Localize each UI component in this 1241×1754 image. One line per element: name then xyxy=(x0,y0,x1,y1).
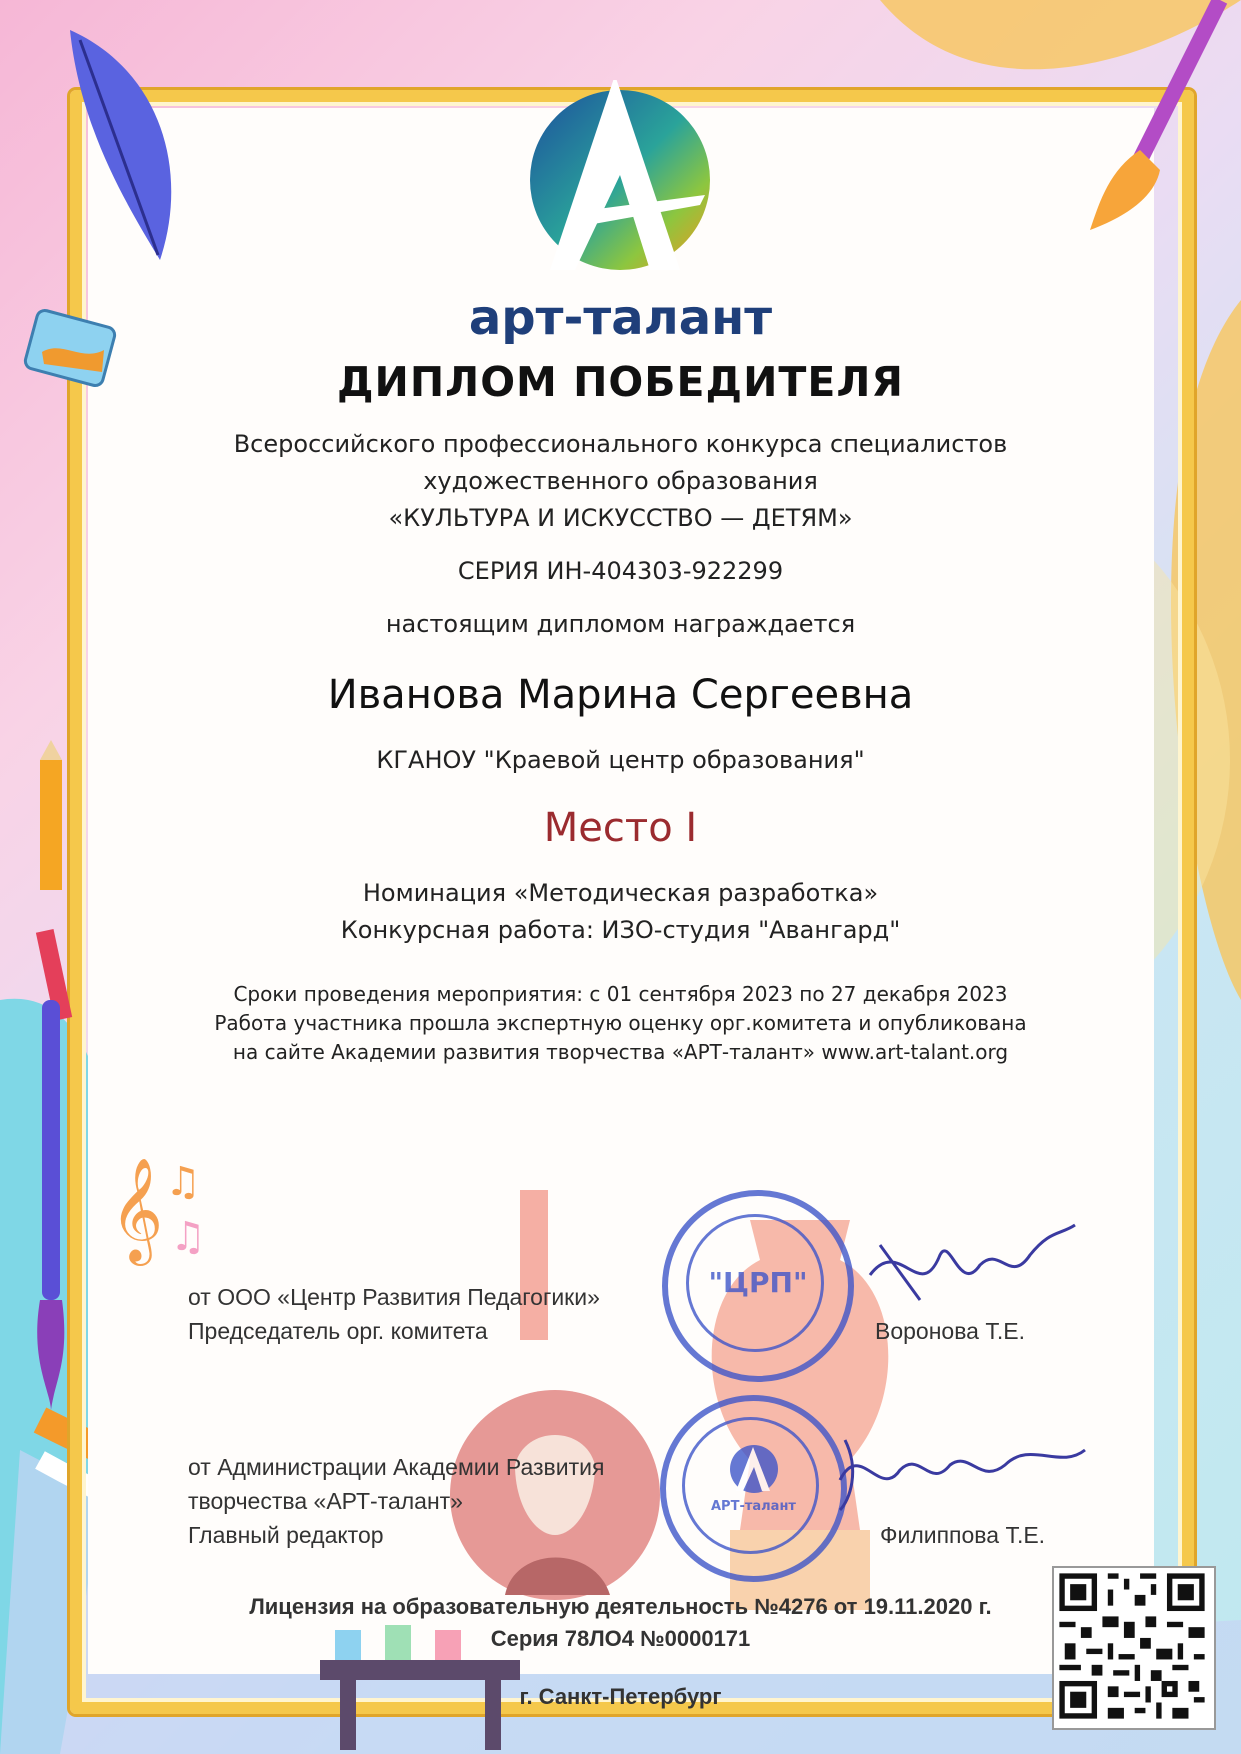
signer-2-role: Главный редактор xyxy=(188,1522,384,1548)
signature-filippova xyxy=(830,1420,1090,1520)
paint-brush-icon xyxy=(1070,0,1230,240)
review-line-1: Работа участника прошла экспертную оценку орг.комитета и опубликована xyxy=(214,1011,1027,1035)
signer-1-role: Председатель орг. комитета xyxy=(188,1318,488,1344)
review-line-2: на сайте Академии развития творчества «АРТ-талант» www.art-talant.org xyxy=(232,1040,1009,1064)
crp-stamp xyxy=(662,1190,854,1382)
contest-work: Конкурсная работа: ИЗО-студия "Авангард" xyxy=(340,916,901,944)
art-talant-stamp xyxy=(660,1395,847,1582)
contest-line-2: художественного образования xyxy=(423,467,818,495)
svg-text:♫: ♫ xyxy=(165,1159,201,1205)
awarded-text: настоящим дипломом награждается xyxy=(385,610,856,638)
signer-2-name: Филиппова Т.Е. xyxy=(880,1522,1046,1548)
svg-text:♫: ♫ xyxy=(170,1214,206,1260)
contest-line-3: «КУЛЬТУРА И ИСКУССТВО — ДЕТЯМ» xyxy=(388,504,853,532)
signer-1-org: от ООО «Центр Развития Педагогики» xyxy=(188,1284,600,1310)
signature-block-1 xyxy=(188,1280,600,1348)
music-notes-icon xyxy=(110,1150,220,1270)
svg-text:𝄞: 𝄞 xyxy=(110,1157,164,1262)
recipient-name: Иванова Марина Сергеевна xyxy=(327,672,914,718)
recipient-organization: КГАНОУ "Краевой центр образования" xyxy=(376,746,865,774)
license-text: Лицензия на образовательную деятельность №4276 от 19.11.2020 г. xyxy=(249,1594,992,1619)
qr-code-icon xyxy=(1054,1568,1210,1724)
art-talant-logo xyxy=(520,80,720,280)
place-award: Место I xyxy=(543,805,698,851)
signer-2-org: от Администрации Академии Развития xyxy=(188,1454,605,1480)
event-dates: Сроки проведения мероприятия: с 01 сентября 2023 по 27 декабря 2023 xyxy=(233,982,1008,1006)
signature-block-2 xyxy=(188,1450,604,1552)
signature-voronova xyxy=(860,1215,1080,1325)
art-talant-stamp-text: АРТ-талант xyxy=(711,1499,796,1514)
qr-code[interactable] xyxy=(1052,1566,1216,1730)
quill-icon xyxy=(40,10,180,270)
diploma-series: СЕРИЯ ИН-404303-922299 xyxy=(457,557,784,585)
signer-1-name: Воронова Т.Е. xyxy=(875,1318,1025,1344)
contest-line-1: Всероссийского профессионального конкурса специалистов xyxy=(233,430,1008,458)
city-text: г. Санкт-Петербург xyxy=(519,1684,722,1709)
diploma-title: ДИПЛОМ ПОБЕДИТЕЛЯ xyxy=(337,358,904,406)
license-series: Серия 78ЛО4 №0000171 xyxy=(490,1626,751,1651)
signer-2-org-cont: творчества «АРТ-талант» xyxy=(188,1488,463,1514)
stamp-logo-icon xyxy=(728,1443,780,1495)
nomination: Номинация «Методическая разработка» xyxy=(362,879,879,907)
logo-text: арт-талант xyxy=(468,290,773,346)
crp-stamp-text: "ЦРП" xyxy=(708,1266,808,1299)
